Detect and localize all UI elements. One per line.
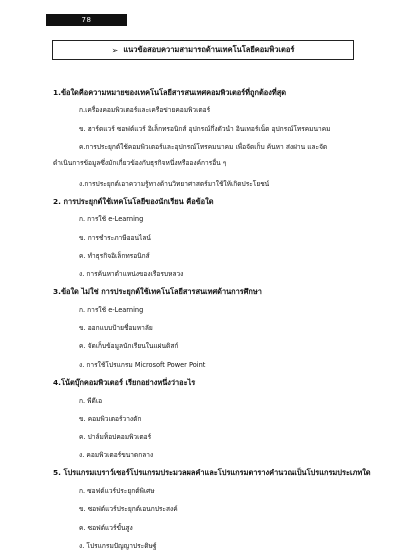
question-1-option-c-continued: ดำเนินการข้อมูลซึ่งมักเกี่ยวข้องกับธุรกิจหนึ่งหรือองค์การอื่น ๆ [53,159,227,167]
question-1-option-d: ง.การประยุกต์เอาความรู้ทางด้านวิทยาศาสตร์มาใช้ให้เกิดประโยชน์ [79,180,270,188]
question-5: 5. โปรแกรมเบราว์เซอร์โปรแกรมประมวลผลคำและโปรแกรมตารางคำนวณเป็นโปรแกรมประเภทใด [53,468,371,477]
question-5-option-a: ก. ซอฟต์แวร์ประยุกต์พิเศษ [79,487,155,495]
question-1-option-c: ค.การประยุกต์ใช้คอมพิวเตอร์และอุปกรณ์โทรคมนาคม เพื่อจัดเก็บ ค้นหา ส่งผ่าน และจัด [79,143,328,151]
question-4-option-a: ก. พีดีเอ [79,397,103,405]
question-3-option-b: ข. ออกแบบป้ายชื่อมหาลัย [79,324,153,332]
question-3-option-c: ค. จัดเก็บข้อมูลนักเรียนในแผ่นดิสก์ [79,342,179,350]
question-5-option-d: ง. โปรแกรมปัญญาประดิษฐ์ [79,542,157,550]
question-5-option-c: ค. ซอฟต์แวร์ขั้นสูง [79,524,133,532]
question-1-option-a: ก.เครื่องคอมพิวเตอร์และเครือข่ายคอมพิวเตอร์ [79,106,211,114]
question-4-option-c: ค. ปาล์มท็อปคอมพิวเตอร์ [79,433,152,441]
question-3-option-d: ง. การใช้โปรแกรม Microsoft Power Point [79,361,206,369]
question-2-option-d: ง. การค้นหาตำแหน่งของเรือรบหลวง [79,270,184,278]
question-3-option-a: ก. การใช้ e-Learning [79,306,144,314]
question-2-option-c: ค. ทำธุรกิจอิเล็กทรอนิกส์ [79,252,150,260]
question-1-option-b: ข. ฮาร์ดแวร์ ซอฟต์แวร์ อิเล็กทรอนิกส์ อุปกรณ์กึ่งตัวนำ อินเทอร์เน็ต อุปกรณ์โทรคมนาคม [79,125,331,133]
question-2-option-b: ข. การชำระภาษีออนไลน์ [79,234,151,242]
question-5-option-b: ข. ซอฟต์แวร์ประยุกต์เอนกประสงค์ [79,505,178,513]
question-2-option-a: ก. การใช้ e-Learning [79,215,144,223]
arrow-bullet-icon: ➢ [111,45,119,55]
question-3: 3.ข้อใด ไม่ใช่ การประยุกต์ใช้เทคโนโลยีสารสนเทศด้านการศึกษา [53,287,262,296]
question-4: 4.โน้ตบุ๊กคอมพิวเตอร์ เรียกอย่างหนึ่งว่าอะไร [53,378,196,387]
page-number-tab: 78 [46,14,127,26]
question-4-option-b: ข. คอมพิวเตอร์วางตัก [79,415,142,423]
section-title: แนวข้อสอบความสามารถด้านเทคโนโลยีคอมพิวเตอร์ [123,45,295,54]
question-4-option-d: ง. คอมพิวเตอร์ขนาดกลาง [79,451,154,459]
question-1: 1.ข้อใดคือความหมายของเทคโนโลยีสารสนเทศคอมพิวเตอร์ที่ถูกต้องที่สุด [53,88,287,97]
question-2: 2. การประยุกต์ใช้เทคโนโลยีของนักเรียน คือข้อใด [53,197,214,206]
